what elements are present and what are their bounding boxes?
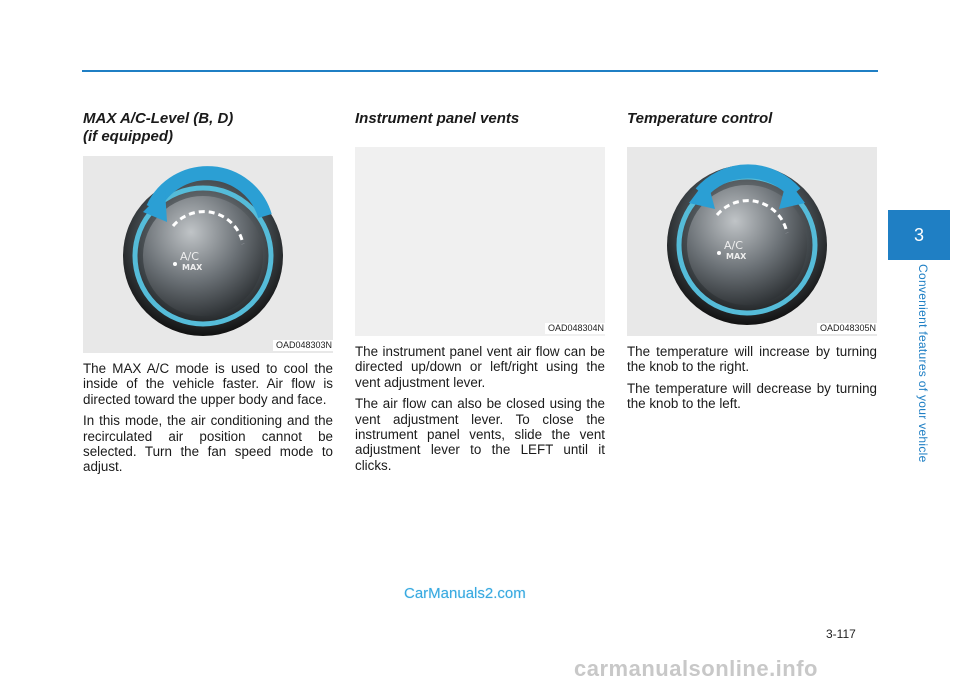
chapter-tab: 3 — [888, 210, 950, 260]
watermark-link[interactable]: CarManuals2.com — [404, 585, 526, 602]
paragraph: In this mode, the air conditioning and the recirculated air position cannot be selected. Turn the fan speed mode to adjust. — [83, 413, 333, 475]
watermark-footer: carmanualsonline.info — [574, 656, 818, 681]
vents-figure — [355, 147, 605, 336]
knob-ac-label: A/C — [724, 239, 743, 252]
page-number: 3-117 — [826, 627, 856, 641]
ac-knob-left-arrow-icon — [83, 156, 333, 353]
top-rule — [82, 70, 878, 72]
paragraph: The MAX A/C mode is used to cool the inside of the vehicle faster. Air flow is directed toward the upper body and face. — [83, 361, 333, 407]
knob-max-label: MAX — [182, 263, 203, 272]
knob-max-label: MAX — [726, 252, 747, 261]
paragraph: The instrument panel vent air flow can be directed up/down or left/right using the vent adjustment lever. — [355, 344, 605, 390]
section-heading: MAX A/C-Level (B, D) (if equipped) — [83, 110, 234, 145]
paragraph: The temperature will increase by turning the knob to the right. — [627, 344, 877, 375]
ac-knob-double-arrow-icon — [627, 147, 877, 336]
section-max-ac — [83, 110, 333, 475]
section-temperature-control — [627, 110, 877, 412]
max-ac-figure — [83, 156, 333, 353]
figure-code: OAD048304N — [545, 323, 605, 334]
section-heading: Instrument panel vents — [355, 110, 520, 127]
figure-code: OAD048305N — [817, 323, 877, 334]
temperature-figure — [627, 147, 877, 336]
section-heading: Temperature control — [627, 110, 773, 127]
paragraph: The temperature will decrease by turning the knob to the left. — [627, 380, 877, 412]
section-instrument-vents — [355, 110, 605, 473]
knob-ac-label: A/C — [180, 250, 199, 263]
figure-code: OAD048303N — [273, 340, 333, 351]
paragraph: The air flow can also be closed using the vent adjustment lever. To close the instrument panel vents, slide the vent adjustment lever to the LEFT until it clicks. — [355, 396, 605, 473]
chapter-label: Convenient features of your vehicle — [916, 264, 930, 463]
